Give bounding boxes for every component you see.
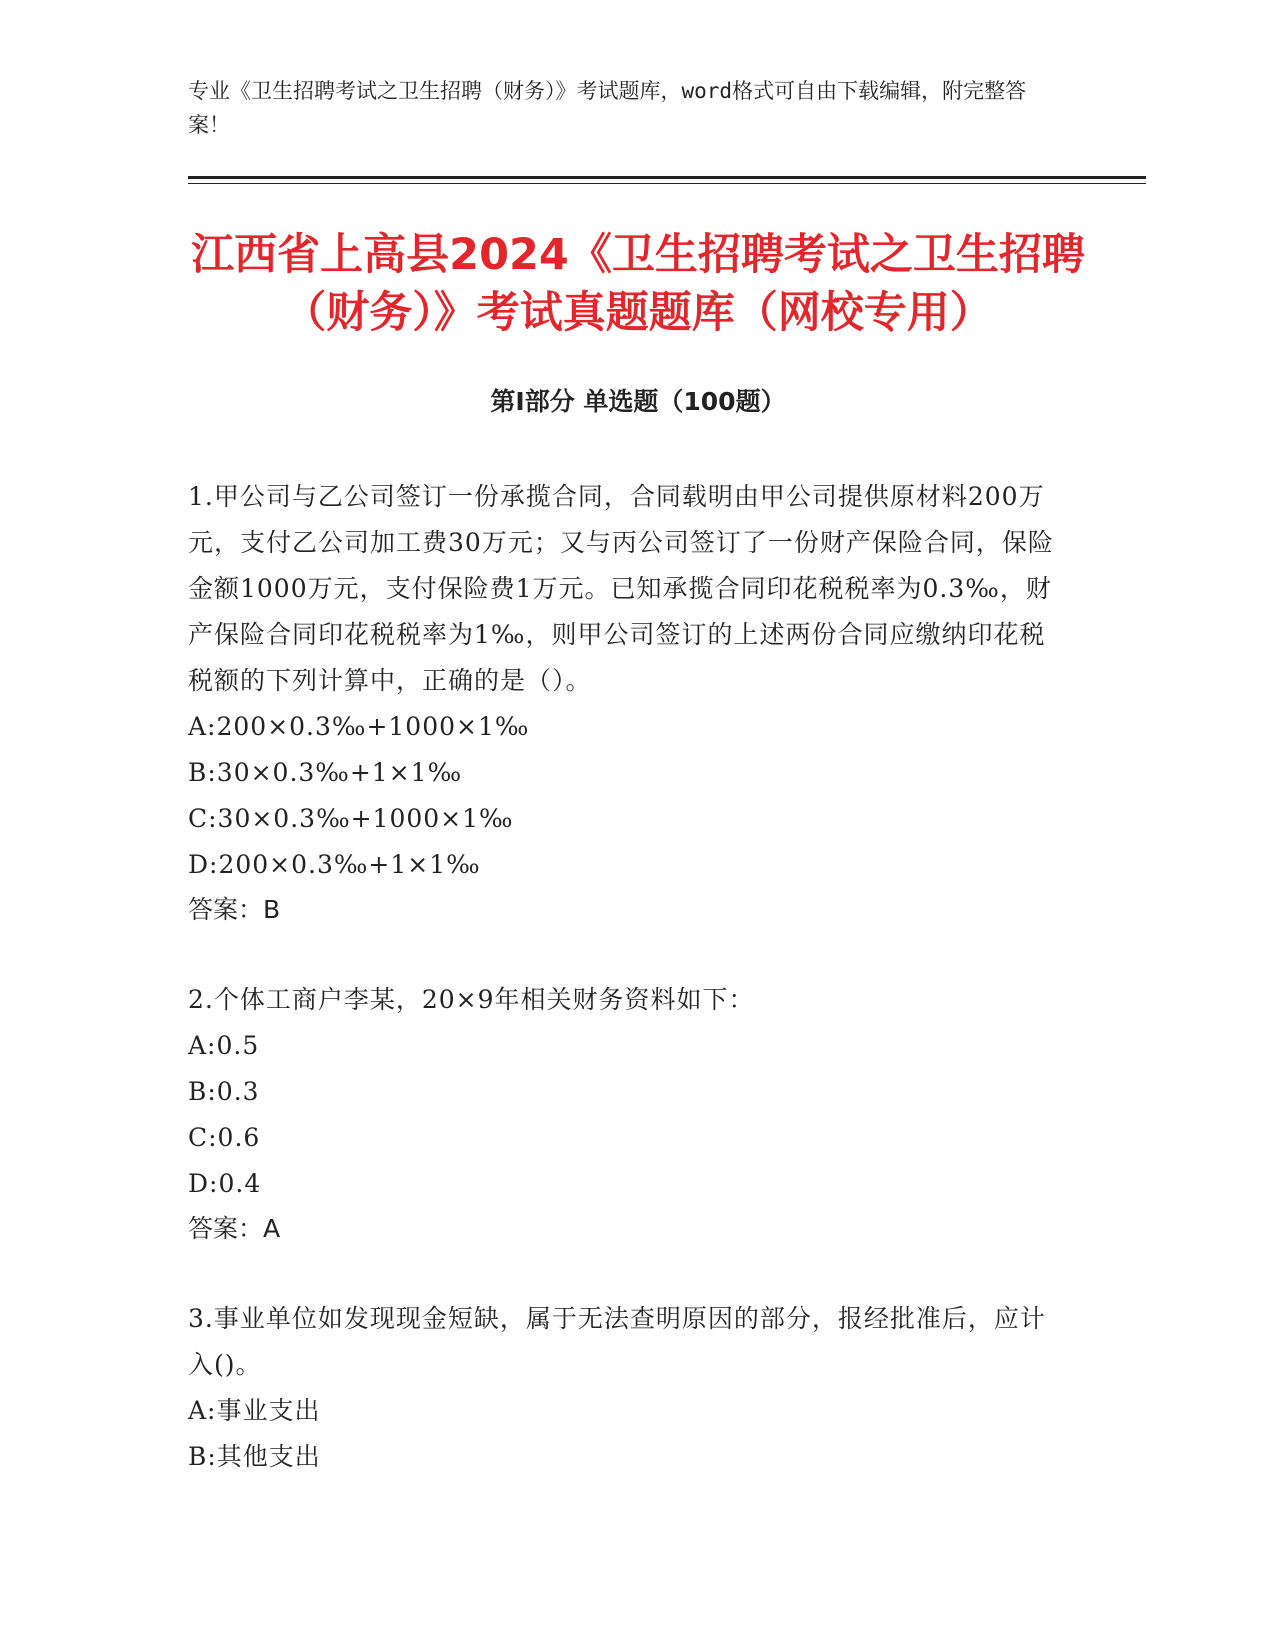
header-divider-thin xyxy=(188,183,1146,184)
option-b: B:0.3 xyxy=(188,1077,260,1106)
document-title: 江西省上高县2024《卫生招聘考试之卫生招聘（财务）》考试真题题库（网校专用） xyxy=(191,230,1085,338)
option-c: C:0.6 xyxy=(188,1123,261,1152)
option-b: B:30×0.3‰+1×1‰ xyxy=(188,758,463,787)
answer: 答案：B xyxy=(188,895,281,924)
question-stem: 3.事业单位如发现现金短缺，属于无法查明原因的部分，报经批准后，应计入()。 xyxy=(188,1304,1046,1379)
question-3 xyxy=(188,1296,1068,1480)
option-a: A:0.5 xyxy=(188,1031,260,1060)
option-c: C:30×0.3‰+1000×1‰ xyxy=(188,804,514,833)
option-a: A:200×0.3‰+1000×1‰ xyxy=(188,712,530,741)
header-note: 专业《卫生招聘考试之卫生招聘（财务）》考试题库，word格式可自由下载编辑，附完整答案！ xyxy=(188,79,1027,137)
header-divider-thick xyxy=(188,176,1146,179)
question-stem: 1.甲公司与乙公司签订一份承揽合同，合同载明由甲公司提供原材料200万元，支付乙公司加工费30万元；又与丙公司签订了一份财产保险合同，保险金额1000万元，支付保险费1万元。已知承揽合同印花税税率为0.3‰，财产保险合同印花税税率为1‰，则甲公司签订的上述两份合同应缴纳印花税税额的下列计算中，正确的是（）。 xyxy=(188,482,1054,695)
question-list xyxy=(188,474,1068,1525)
question-2 xyxy=(188,977,1068,1251)
section-title: 第Ⅰ部分 单选题（100题） xyxy=(490,387,786,416)
option-a: A:事业支出 xyxy=(188,1396,321,1425)
question-1 xyxy=(188,474,1068,932)
answer: 答案：A xyxy=(188,1214,281,1243)
option-d: D:0.4 xyxy=(188,1169,262,1198)
option-d: D:200×0.3‰+1×1‰ xyxy=(188,850,481,879)
option-b: B:其他支出 xyxy=(188,1442,321,1471)
question-stem: 2.个体工商户李某，20×9年相关财务资料如下： xyxy=(188,985,755,1014)
